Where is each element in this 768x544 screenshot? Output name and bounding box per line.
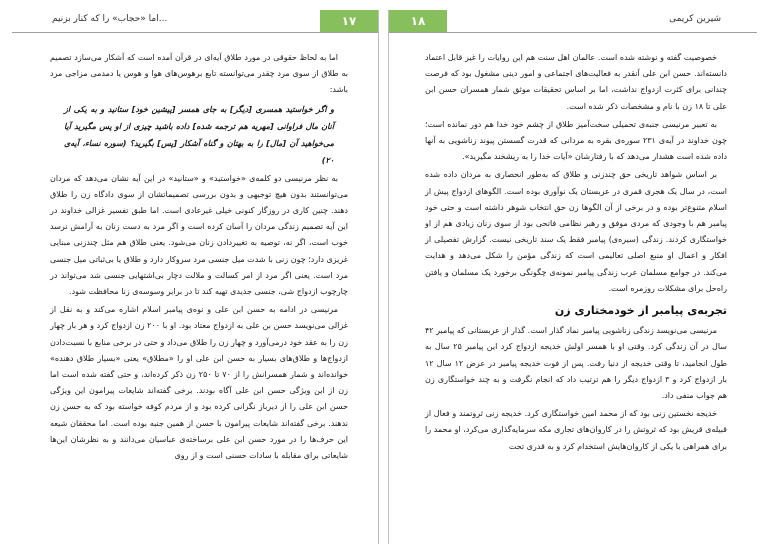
running-head: شیرین کریمی <box>669 14 721 24</box>
left-page-header <box>12 10 378 33</box>
page-number: ۱۸ <box>389 10 447 32</box>
quran-quote: و اگر خواستید همسری [دیگر] به جای همسر [پیشین خود] ستانید و به یکی از آنان مال فراوانی [مهریه هم ترجمه شده] داده باشید چیزی از او پس مگیرید آیا می‌خواهید آن [مال] را به بهتان و گناه آشکار [پس] بگیرید؟ (سوره نساء، آیه‌ی ۲۰) <box>64 104 334 165</box>
running-head: اما «حجاب» را که کنار بزنیم... <box>52 14 168 24</box>
section-heading: تجربه‌ی پیامبر از خودمختاری زن <box>554 304 727 318</box>
right-page-body <box>425 50 727 528</box>
paragraph: خصوصیت گفته و نوشته شده است. عالمان اهل سنت هم این روایات را غیر قابل اعتماد دانسته‌اند. حسن ابن علی آنقدر به فعالیت‌های اجتماعی و امور دینی مشغول بود که فرصت چندانی برای کثرت ازدواج نداشت، اما بر اساس تحقیقات موثق شمار همسران حسن ابن علی تا ۱۸ زن با نام و مشخصات ذکر شده است. <box>425 53 727 111</box>
paragraph: مرنیسی در ادامه به حسن ابن علی و نوه‌ی پیامبر اسلام اشاره می‌کند و به نقل از غزالی می‌نویسد حسن بن علی به ازدواج معتاد بود. او با ۲۰۰ زن ازدواج کرد و هر بار چهار زن را به عقد خود درمی‌آورد و چهار زن را طلاق می‌داد و حتی در برخی منابع با نسبت‌دادن ازدواج‌ها و طلاق‌های بسیار به حسن ابن علی او را «مطلاق» یعنی «بسیار طلاق دهنده» خوانده‌اند و شمار همسرانش را از ۷۰ تا ۲۵۰ زن ذکر کرده‌اند، و حتی گفته شده است اما زن از این ویژگی حسن ابن علی آگاه بودند. برخی گفته‌اند شایعات پیرامون این ویژگی حسن ابن علی را از دیرباز نگرانی کرده بود و از مردم کوفه خواسته بود که به حسن زن ندهند. برخی گفته‌اند شایعات پیرامون با حسن از همین جنبه بوده است. اما محققان شیعه این حرف‌ها را در مورد حسن ابن علی برساخته‌ی عباسیان می‌دانند و به نظرشان این‌ها شایعاتی برای مقابله با سادات حسنی است و از روی <box>50 305 349 461</box>
right-page-header <box>389 10 757 33</box>
paragraph: به تعبیر مرنیسی جنبه‌ی تحمیلی سخت‌آمیز طلاق از چشم خود خدا هم دور نمانده است؛ چون خداوند در آیه‌ی ۲۳۱ سوره‌ی بقره به مردانی که قدرت گسستن پیوند زناشویی به آنها داده شده است هشدار می‌دهد که با رفتارشان «آیات خدا را به ریشخند مگیرید». <box>425 119 727 162</box>
right-page <box>388 10 757 544</box>
left-page-body <box>50 50 348 528</box>
paragraph: به نظر مرنیسی دو کلمه‌ی «خواستید» و «ستانید» در این آیه نشان می‌دهد که مردان می‌توانستند بدون هیچ توجیهی و بدون بررسی تصمیماتشان از سوی دادگاه زن را طلاق دهند. چنین کاری در روزگار کنونی خیلی غیرعادی است. اما طبق تفسیر غزالی خداوند در این آیه تصمیم زندگی مردان را آسان کرده است و اگر مرد به دست زنان به آرامش نرسد خوب است، اگر نه، توصیه به تغییردادن زنان می‌شود. یعنی طلاق هم مثل چندزنی مبنایی غریزی دارد؛ چون زنی با شدت میل جنسی مرد سروکار دارد و طلاق یا بی‌ثباتی میل جنسی مرد است. یعنی اگر مرد از امر کسالت و ملالت دچار بی‌اشتهایی جنسی شد می‌تواند در چارچوب ازدواج شی، جنسی جدیدی تهیه کند تا در برابر وسوسه‌ی زنا محافظت شود. <box>50 173 348 297</box>
left-page <box>12 10 379 544</box>
paragraph: بر اساس شواهد تاریخی حق چندزنی و طلاق که به‌طور انحصاری به مردان داده شده است، در سال یک هجری قمری در عربستان یک نوآوری بوده است. الگوهای ازدواج پیش از اسلام متنوع‌تر بوده و در برخی از آن الگوها زن حق انتخاب شوهر داشته است و حتی خود پیامبر هم با وجودی که مردی موفق و رهبر نظامی فاتحی بود از سوی زنان زیادی هم از او خواستگاری کردند. زندگی (سیره‌ی) پیامبر فقط یک سند تاریخی نیست. گزارش تفصیلی از افکار و اعمال او منبع اصلی تعالیمی است که زندگی مؤمن را شکل می‌دهد و هدایت می‌کند. در جوامع مسلمان عرب زندگی پیامبر نمونه‌ی چگونگی برخورد یک مسلمان و یافتن راه‌حل برای مشکلات روزمره است. <box>425 170 727 293</box>
paragraph: مرنیسی می‌نویسد زندگی زناشویی پیامبر نماد گذار است. گذار از عربستانی که پیامبر ۴۲ سال در آن زندگی کرد. وقتی او با همسر اولش خدیجه ازدواج کرد این پیامبر ۲۵ سال به طول انجامید، تا وقتی خدیجه از دنیا رفت. پس از فوت خدیجه پیامبر در عرض ۱۲ سال ۱۲ بار ازدواج کرد و ۳ ازدواج دیگر را هم ترتیب داد که انجام نگرفت و به چند خواستگاری زن هم جواب منفی داد. <box>425 326 728 401</box>
paragraph: اما به لحاظ حقوقی در مورد طلاق آیه‌ای در قرآن آمده است که آشکار می‌سازد تصمیم به طلاق از سوی مرد چقدر می‌توانسته تابع برهوس‌های هوا و هوس یا دمدمی مزاجی مرد باشد: <box>50 53 348 95</box>
page-number: ۱۷ <box>320 10 378 32</box>
paragraph: خدیجه نخستین زنی بود که از محمد امین خواستگاری کرد. خدیجه زنی ثروتمند و فعال از قبیله‌ی قریش بود که ثروتش را در کاروان‌های تجاری مکه سرمایه‌گذاری می‌کرد، او محمد را برای همراهی با یکی از کاروان‌هایش استخدام کرد و به قدری تحت <box>425 409 727 451</box>
